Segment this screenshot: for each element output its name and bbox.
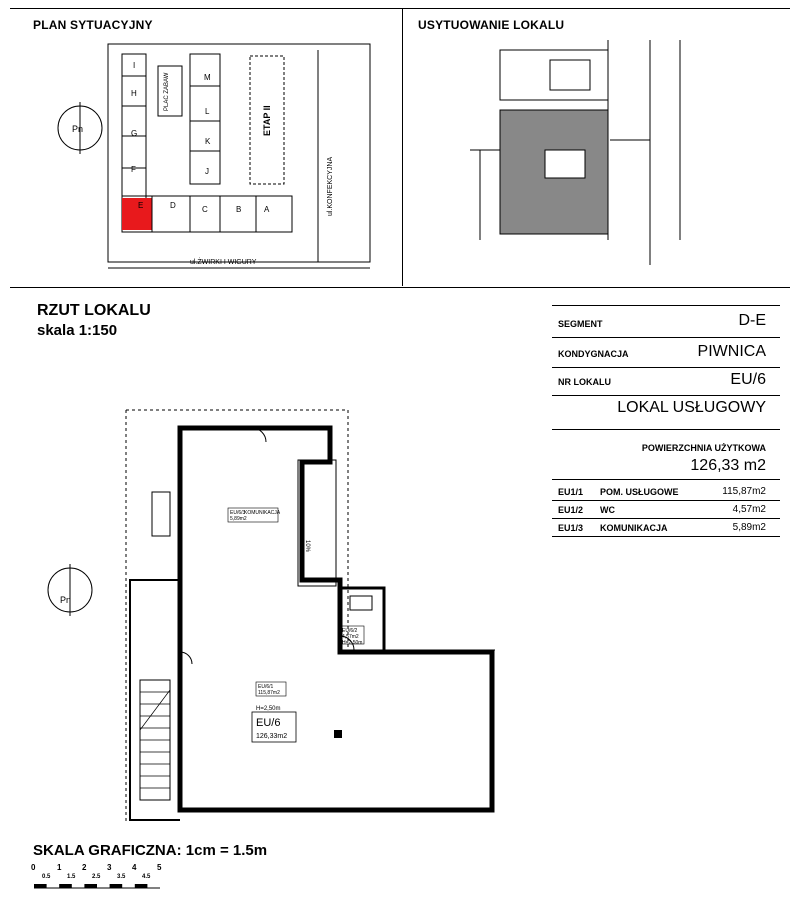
floor-north-label: Pn (60, 595, 72, 605)
floor-value: PIWNICA (697, 343, 766, 360)
floor-label: KONDYGNACJA (558, 349, 629, 359)
info-rule-4 (552, 429, 780, 430)
info-rule-8 (552, 536, 780, 537)
building-c: C (202, 205, 208, 214)
room1-id: EU/6/3 (230, 510, 246, 516)
building-a: A (264, 205, 270, 214)
location-title: USYTUOWANIE LOKALU (418, 18, 565, 32)
info-rule-top (552, 305, 780, 306)
segment-value: D-E (738, 312, 766, 329)
tick-1: 0.5 (42, 874, 51, 880)
area-label: POWIERZCHNIA UŻYTKOWA (641, 443, 766, 453)
room2-height: H=2,50m (342, 640, 363, 646)
tick-10: 5 (157, 863, 162, 872)
room-row-1-name: POM. USŁUGOWE (600, 487, 679, 497)
floor-plan-scale: skala 1:150 (37, 322, 118, 339)
highlight-segment (122, 198, 152, 230)
building-l: L (205, 107, 210, 116)
tick-0: 0 (31, 863, 36, 872)
building-i: I (133, 61, 136, 70)
unit-area-plan: 126,33m2 (256, 733, 288, 740)
room-row-3-area: 5,89m2 (732, 522, 766, 533)
wc-tag: 10% (304, 540, 310, 553)
unit-type: LOKAL USŁUGOWY (617, 399, 766, 416)
site-plan-title: PLAN SYTUACYJNY (33, 18, 153, 32)
building-e: E (138, 201, 144, 210)
building-b: B (236, 205, 242, 214)
room-row-2-id: EU1/2 (558, 505, 584, 515)
location-drawing (470, 40, 720, 270)
scale-bar-title: SKALA GRAFICZNA: 1cm = 1.5m (33, 842, 268, 859)
info-panel (552, 305, 780, 555)
unit-value: EU/6 (730, 371, 766, 388)
building-j: J (205, 167, 209, 176)
room3-id: EU/6/1 (258, 684, 274, 690)
stage-label: ETAP II (262, 105, 272, 136)
floor-north-arrow-icon (48, 564, 92, 616)
room-row-2-area: 4,57m2 (732, 504, 766, 515)
scale-segments (34, 884, 147, 888)
tick-4: 2 (82, 863, 87, 872)
tick-6: 3 (107, 863, 112, 872)
scale-bar (30, 860, 170, 894)
unit-label-plan: EU/6 (256, 717, 281, 729)
floor-plan-drawing (30, 400, 510, 840)
playground-label: PLAC ZABAW (164, 72, 170, 111)
north-arrow-icon (58, 102, 102, 154)
info-rule-6 (552, 500, 780, 501)
room-row-1-id: EU1/1 (558, 487, 584, 497)
info-rule-5 (552, 479, 780, 480)
room2-area: 4,57m2 (342, 634, 359, 640)
room3-area: 115,87m2 (258, 690, 280, 696)
building-m: M (204, 73, 211, 82)
segment-label: SEGMENT (558, 319, 603, 329)
room2-id: EU/6/2 (342, 628, 358, 634)
building-d: D (170, 201, 176, 210)
room-row-3-name: KOMUNIKACJA (600, 523, 668, 533)
building-g: G (131, 129, 138, 138)
tick-8: 4 (132, 863, 137, 872)
tick-7: 3.5 (117, 874, 126, 880)
tick-5: 2.5 (92, 874, 101, 880)
unit-label: NR LOKALU (558, 377, 611, 387)
area-value: 126,33 m2 (690, 457, 766, 474)
building-f: F (131, 165, 136, 174)
room-row-2-name: WC (600, 505, 615, 515)
tick-9: 4.5 (142, 874, 151, 880)
room1-area: 5,89m2 (230, 516, 247, 522)
room3-height: H=2,50m (256, 706, 281, 712)
building-h: H (131, 89, 137, 98)
tick-2: 1 (57, 863, 62, 872)
tick-3: 1.5 (67, 874, 76, 880)
street-right-label: ul.KONFEKCYJNA (327, 156, 334, 216)
room-row-1-area: 115,87m2 (722, 486, 766, 497)
building-k: K (205, 137, 211, 146)
north-label: Pn (72, 124, 84, 134)
info-rule-1 (552, 337, 780, 338)
street-bottom-label: ul.ŻWIRKI I WIGURY (190, 259, 257, 266)
floor-plan-title: RZUT LOKALU (37, 302, 151, 319)
info-rule-3 (552, 395, 780, 396)
info-rule-2 (552, 367, 780, 368)
info-rule-7 (552, 518, 780, 519)
site-plan-drawing (30, 36, 390, 286)
room-row-3-id: EU1/3 (558, 523, 584, 533)
frame-divider (402, 8, 403, 286)
room1-name: KOMUNIKACJA (244, 510, 281, 516)
